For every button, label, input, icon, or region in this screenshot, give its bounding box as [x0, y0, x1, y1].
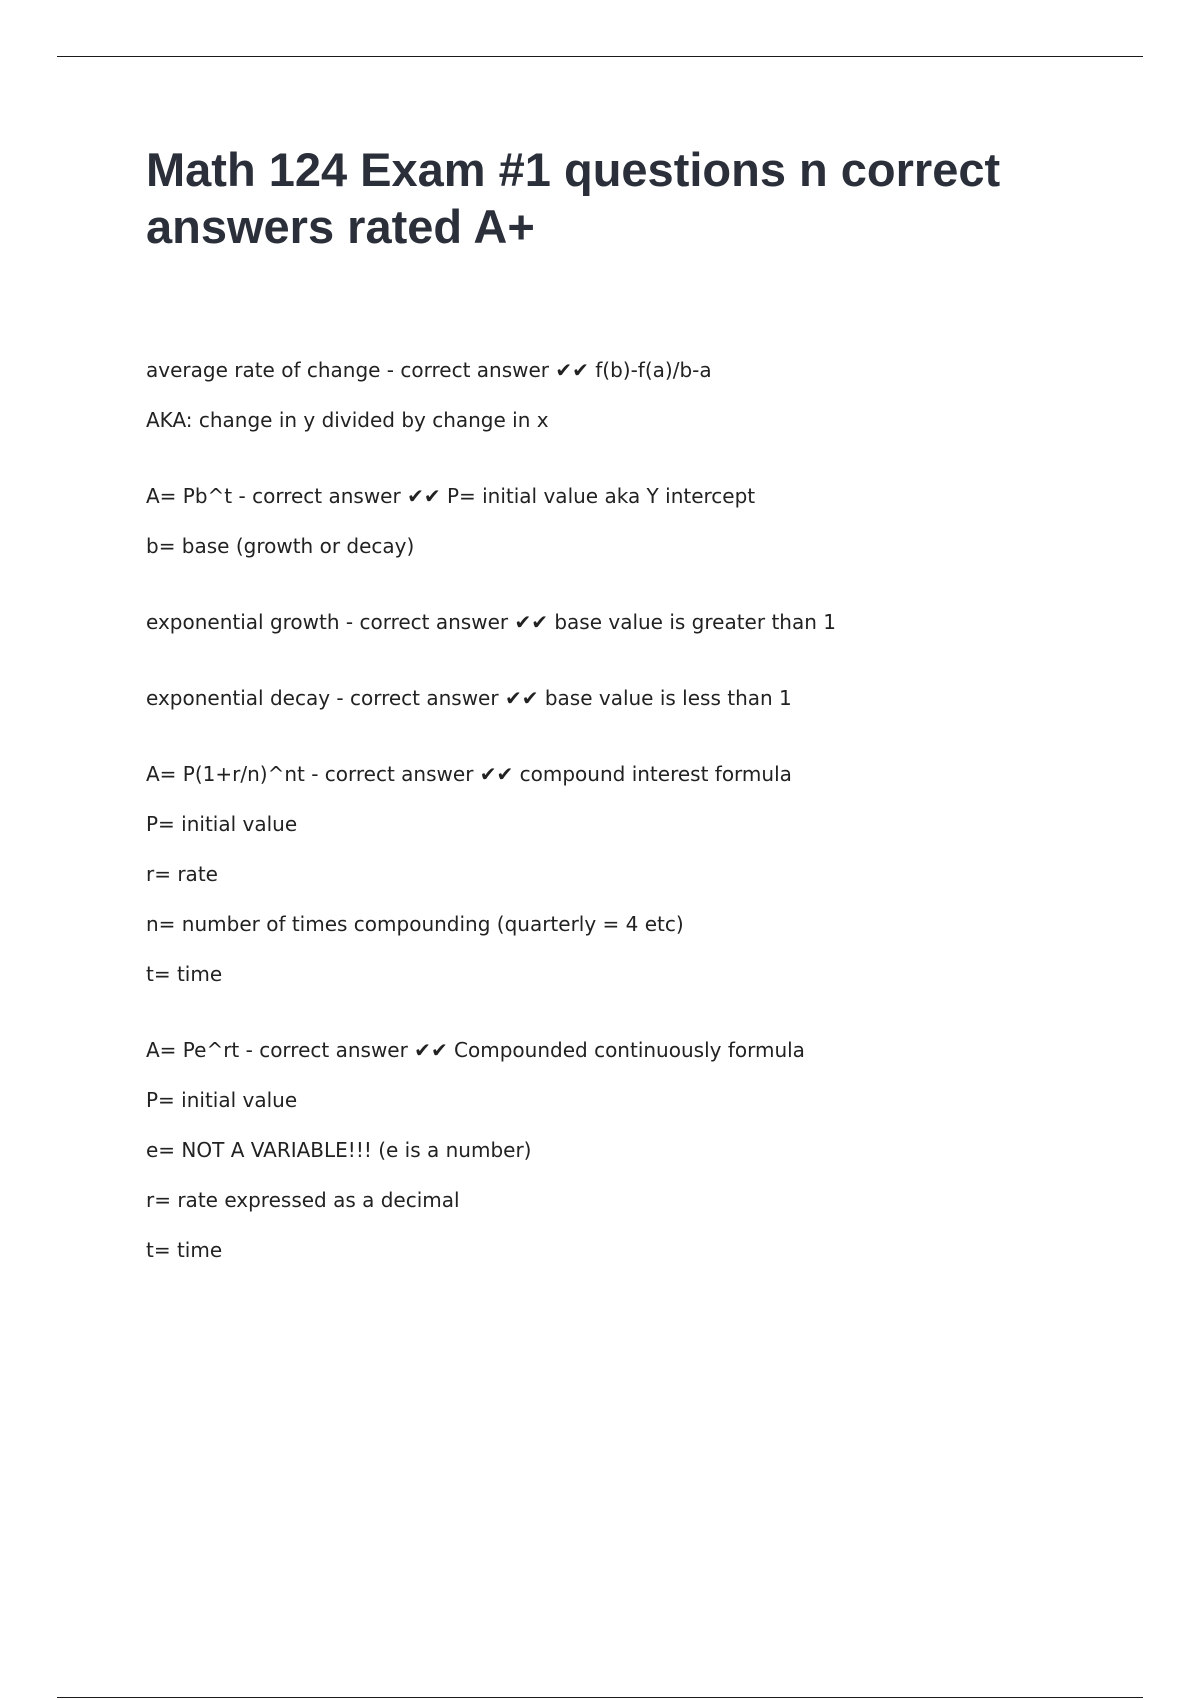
entry-line: n= number of times compounding (quarterly = 4 etc): [146, 912, 684, 936]
entry-line: exponential growth - correct answer ✔✔ base value is greater than 1: [146, 610, 836, 634]
entry-line: t= time: [146, 1238, 223, 1262]
document-body: [146, 356, 1106, 1312]
top-divider: [57, 56, 1143, 57]
entry-line: r= rate expressed as a decimal: [146, 1188, 460, 1212]
entry-line: AKA: change in y divided by change in x: [146, 408, 549, 432]
entry-average-rate-of-change: [146, 356, 1106, 434]
entry-line: t= time: [146, 962, 223, 986]
entry-line: A= Pb^t - correct answer ✔✔ P= initial value aka Y intercept: [146, 484, 756, 508]
entry-line: r= rate: [146, 862, 218, 886]
entry-continuous-compounding: [146, 1036, 1106, 1264]
entry-line: P= initial value: [146, 1088, 298, 1112]
entry-exponential-decay: [146, 684, 1106, 712]
entry-line: e= NOT A VARIABLE!!! (e is a number): [146, 1138, 532, 1162]
entry-exponential-function: [146, 482, 1106, 560]
entry-line: b= base (growth or decay): [146, 534, 415, 558]
entry-compound-interest: [146, 760, 1106, 988]
document-title: Math 124 Exam #1 questions n correct answers rated A+: [146, 143, 1001, 253]
bottom-divider: [57, 1697, 1143, 1698]
entry-line: P= initial value: [146, 812, 298, 836]
entry-line: exponential decay - correct answer ✔✔ base value is less than 1: [146, 686, 792, 710]
entry-exponential-growth: [146, 608, 1106, 636]
entry-line: A= Pe^rt - correct answer ✔✔ Compounded continuously formula: [146, 1038, 805, 1062]
entry-line: average rate of change - correct answer ✔✔ f(b)-f(a)/b-a: [146, 358, 712, 382]
entry-line: A= P(1+r/n)^nt - correct answer ✔✔ compound interest formula: [146, 762, 792, 786]
